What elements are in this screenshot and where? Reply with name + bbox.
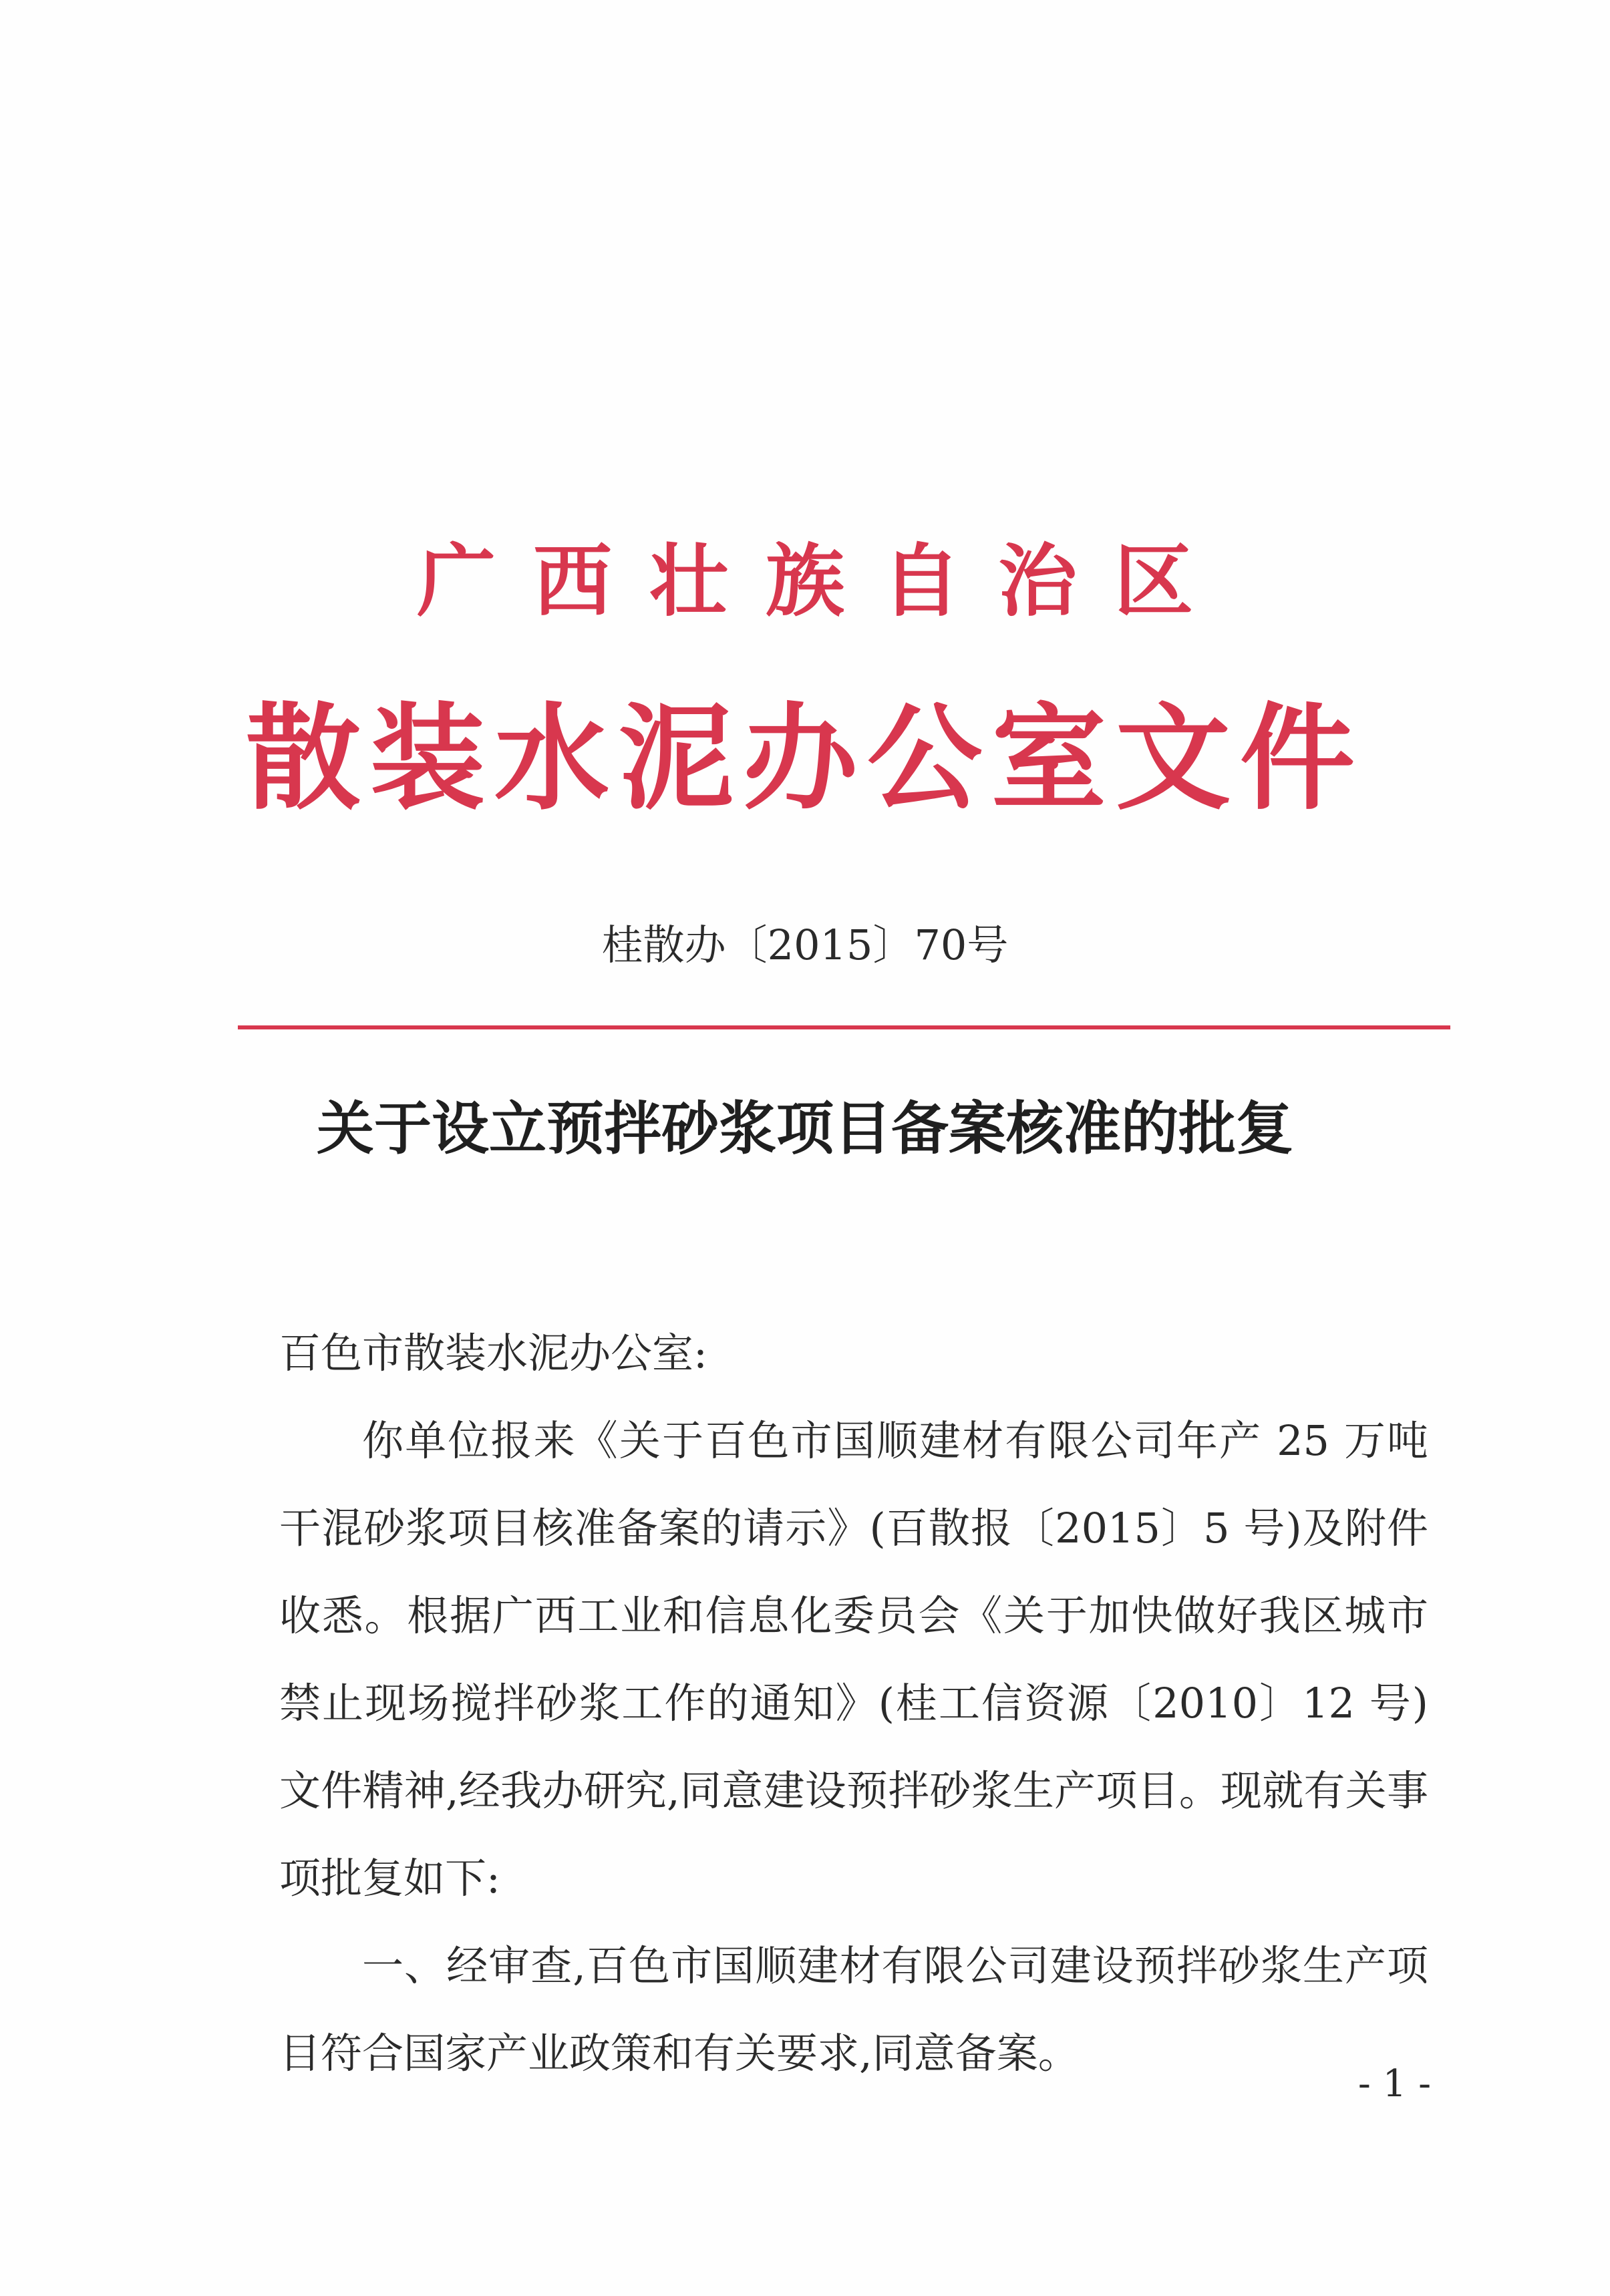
document-body (279, 1309, 1428, 2097)
masthead-issuer-office: 散装水泥办公室文件 (246, 690, 1364, 826)
salutation: 百色市散装水泥办公室: (279, 1329, 707, 1377)
body-paragraph: 你单位报来《关于百色市国顺建材有限公司年产 25 万吨干混砂浆项目核准备案的请示》(百散报〔2015〕5 号)及附件收悉。根据广西工业和信息化委员会《关于加快做好我区城市禁止现场搅拌砂浆工作的通知》(桂工信资源〔2010〕12 号)文件精神,经我办研究,同意建设预拌砂浆生产项目。现就有关事项批复如下: (279, 1416, 1428, 1903)
document-number: 桂散办〔2015〕70号 (601, 921, 1009, 969)
masthead-issuer-region: 广西壮族自治区 (416, 534, 1231, 627)
red-separator-line (238, 1025, 1450, 1029)
page-number: - 1 - (1357, 2062, 1431, 2106)
body-paragraph: 一、经审查,百色市国顺建材有限公司建设预拌砂浆生产项目符合国家产业政策和有关要求,同意备案。 (279, 1941, 1428, 2078)
document-title: 关于设立预拌砂浆项目备案核准的批复 (317, 1095, 1293, 1162)
